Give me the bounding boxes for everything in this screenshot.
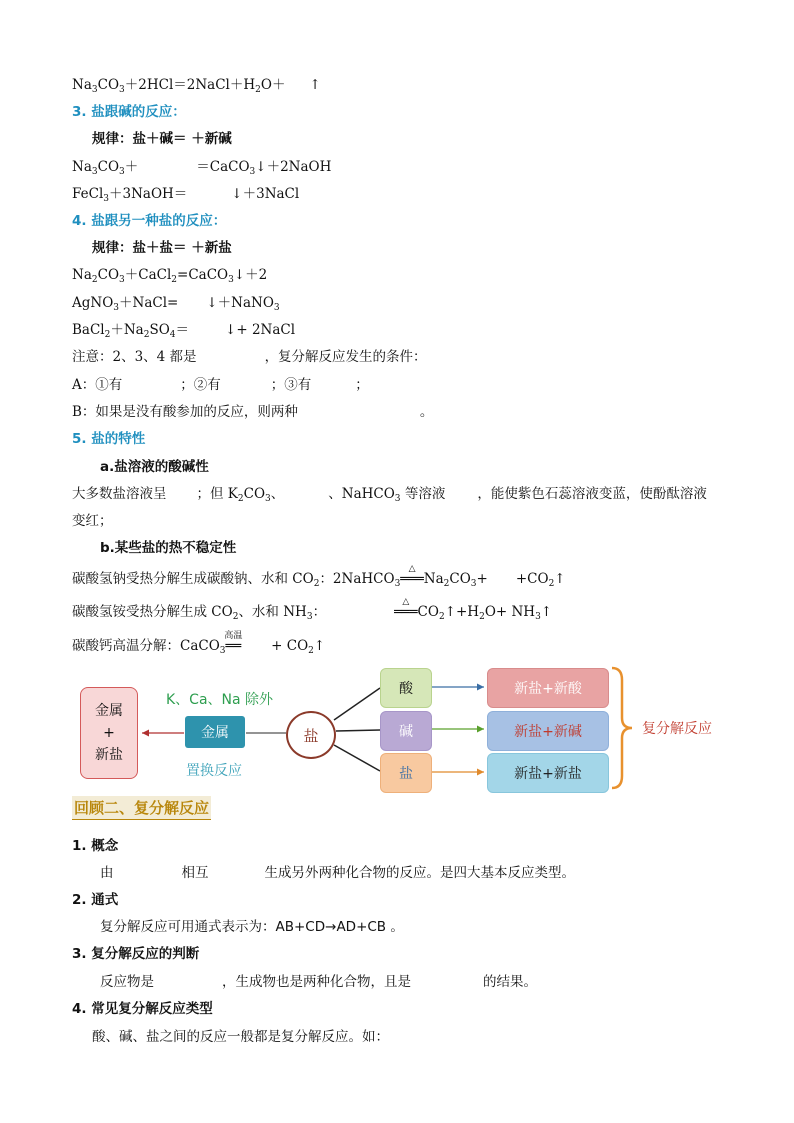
- condition-a: A：①有 ；②有 ；③有 ；: [72, 377, 369, 393]
- acid-box: 酸: [380, 668, 432, 708]
- exclude-label: K、Ca、Na 除外: [166, 692, 274, 708]
- result-new-base: 新盐+新碱: [487, 711, 609, 751]
- para-5b-1: 碳酸氢钠受热分解生成碳酸钠、水和 $CO_2$：2NaHCO$_3$ △ $═══Na_2CO_3+$ $+CO_2↑$: [72, 564, 566, 589]
- result-new-salt: 新盐+新盐: [487, 753, 609, 793]
- note-line: 注意：2、3、4 都是 ，复分解反应发生的条件：: [72, 349, 427, 365]
- salt-base-line: [336, 730, 380, 731]
- rule-4: 规律：盐＋盐＝ ＋新盐: [92, 240, 232, 256]
- equation-4b: AgNO$_3$＋NaCl= ↓＋NaNO$_3$: [72, 295, 280, 313]
- salt-acid-line: [334, 688, 380, 720]
- base-box: 碱: [380, 711, 432, 751]
- metal-box: 金属: [185, 716, 245, 748]
- s2-p3: 反应物是 ，生成物也是两种化合物，且是 的结果。: [100, 974, 537, 990]
- replace-label: 置换反应: [186, 763, 242, 779]
- condition-b: B：如果是没有酸参加的反应，则两种 。: [72, 404, 434, 420]
- para-5a-2: 变红；: [72, 513, 113, 529]
- s2-h1: 1. 概念: [72, 838, 119, 854]
- section-5a-title: a.盐溶液的酸碱性: [100, 459, 209, 475]
- high-temp-condition: 高温 ══: [224, 631, 243, 654]
- para-5b-3: 碳酸钙高温分解：CaCO$_3$ 高温 ══ + $CO_2↑$: [72, 631, 326, 656]
- heat-condition: △ ═══: [394, 597, 418, 620]
- salt-salt-line: [334, 745, 380, 771]
- para-5b-2: 碳酸氢铵受热分解生成 $CO_2$、水和 $NH_3$： △ $═══CO_2↑+H_2O+$ $NH_3↑$: [72, 597, 553, 622]
- heat-condition: △ ═══: [400, 564, 424, 587]
- salt-node: 盐: [286, 711, 336, 759]
- s2-p4: 酸、碱、盐之间的反应一般都是复分解反应。如：: [92, 1029, 389, 1045]
- s2-h4: 4. 常见复分解反应类型: [72, 1001, 213, 1017]
- section-3-title: 3. 盐跟碱的反应：: [72, 104, 186, 120]
- section-5-title: 5. 盐的特性: [72, 431, 146, 447]
- section-5b-title: b.某些盐的热不稳定性: [100, 540, 237, 556]
- s2-h3: 3. 复分解反应的判断: [72, 946, 200, 962]
- result-new-acid: 新盐+新酸: [487, 668, 609, 708]
- brace: [612, 668, 632, 788]
- equation-4c: $BaCl_2+Na_2SO_4=$ ↓+ 2NaCl: [72, 322, 296, 340]
- s2-h2: 2. 通式: [72, 892, 119, 908]
- section-2-heading: 回顾二、复分解反应: [72, 796, 211, 820]
- equation-4a: $Na_2CO_3+CaCl_2=CaCO_3↓+2$: [72, 267, 268, 285]
- para-5a-1: 大多数盐溶液呈 ；但 $K_2CO_3$、 、NaHCO$_3$ 等溶液 ，能使紫色石蕊溶液变蓝，使酚酞溶液: [72, 486, 707, 504]
- metal-salt-result-box: 金属 + 新盐: [80, 687, 138, 779]
- equation-3b: FeCl$_3$＋3NaOH＝ ↓＋3NaCl: [72, 186, 300, 204]
- salt2-box: 盐: [380, 753, 432, 793]
- section-4-title: 4. 盐跟另一种盐的反应：: [72, 213, 227, 229]
- equation-line-1: $Na_3CO_3+2HCl=2NaCl+H_2O+$ ↑: [72, 77, 321, 95]
- double-decomposition-label: 复分解反应: [642, 721, 712, 737]
- rule-3: 规律：盐＋碱＝ ＋新碱: [92, 131, 232, 147]
- s2-p2: 复分解反应可用通式表示为：AB+CD→AD+CB 。: [100, 919, 404, 935]
- equation-3a: $Na_3CO_3+$ ＝CaCO$_3$↓＋2NaOH: [72, 159, 332, 177]
- s2-p1: 由 相互 生成另外两种化合物的反应。是四大基本反应类型。: [100, 865, 575, 881]
